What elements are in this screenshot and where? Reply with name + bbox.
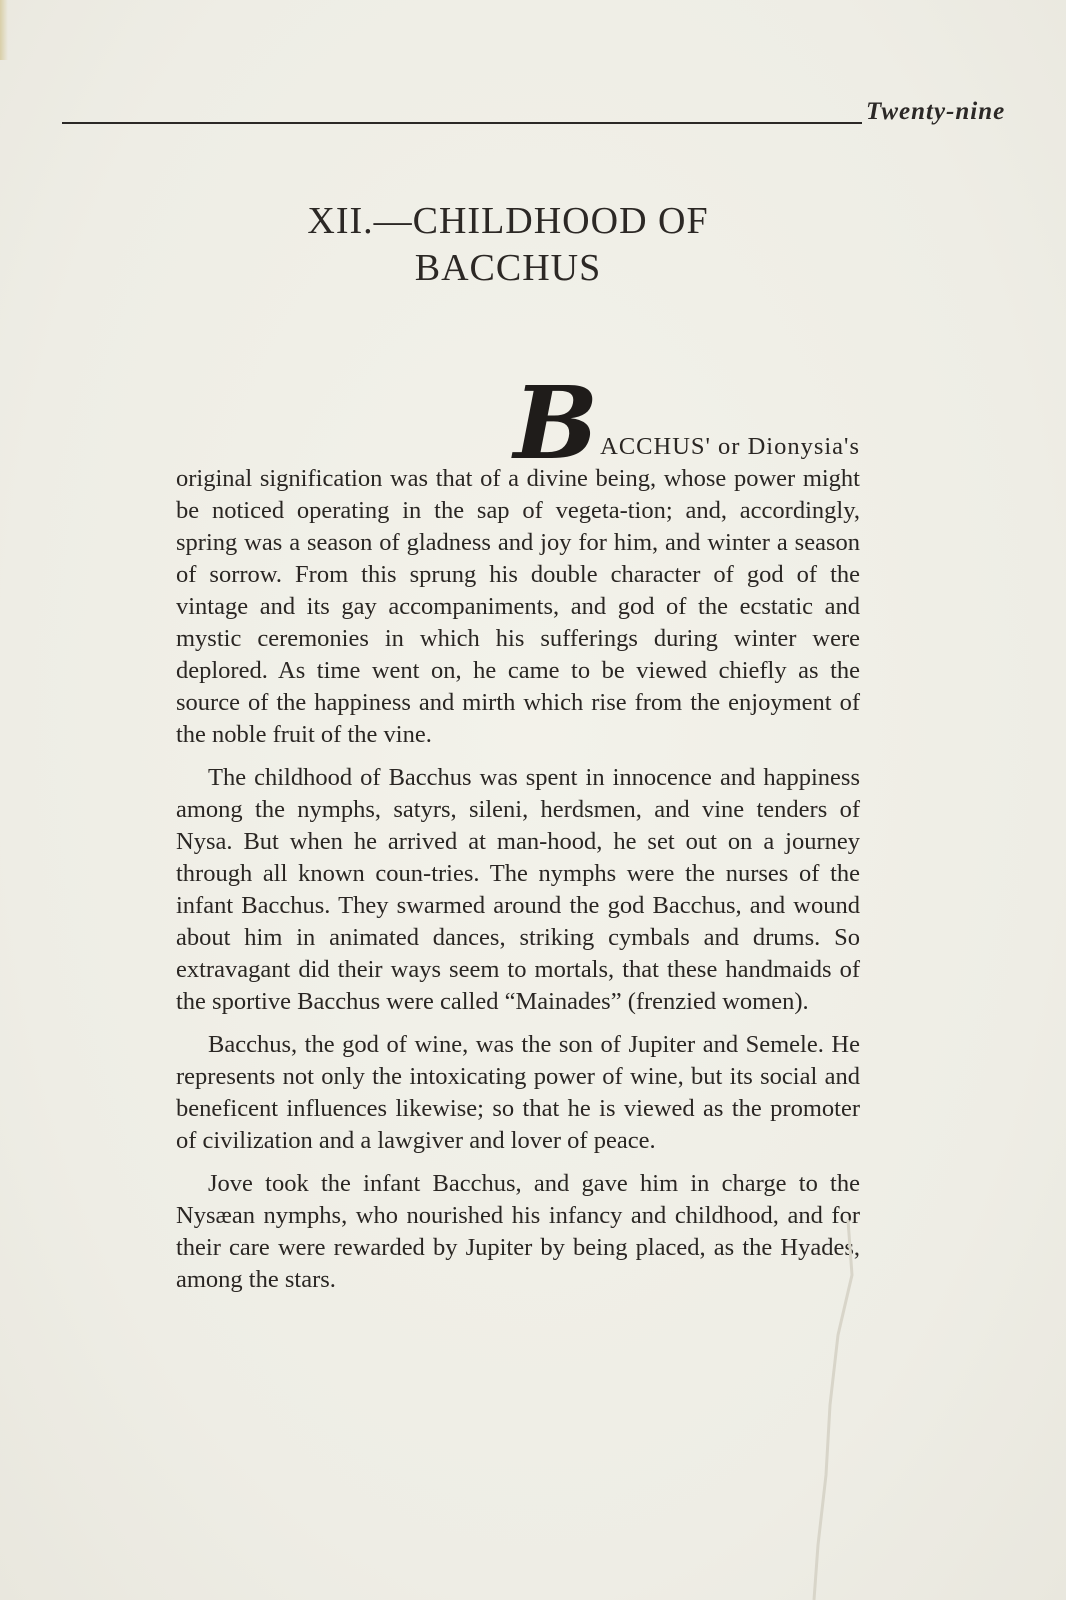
- paragraph-1-text: original signification was that of a divine being, whose power might be noticed operating in the sap of vegeta-tion; and, accordingly, spring was a season of gladness and joy for him, and winter a season of sorrow. From this sprung his double character of god of the vintage and its gay accompaniments, and god of the ecstatic and mystic ceremonies in which his sufferings during winter were deplored. As time went on, he came to be viewed chiefly as the source of the happiness and mirth which rise from the enjoyment of the noble fruit of the vine.: [176, 465, 860, 748]
- dropcap-line: [176, 364, 860, 482]
- chapter-body: [176, 364, 860, 1307]
- opening-words: ACCHUS' or Dionysia's: [600, 433, 860, 460]
- paper-tear: [808, 1215, 868, 1600]
- page-edge-stain: [0, 0, 8, 60]
- paragraph-3: Bacchus, the god of wine, was the son of Jupiter and Semele. He represents not only the intoxicating power of wine, but its social and beneficent influences likewise; so that he is viewed as the promoter of civilization and a lawgiver and lover of peace.: [176, 1031, 860, 1154]
- page-folio: Twenty-nine: [866, 98, 1006, 125]
- header-rule: [62, 122, 862, 124]
- chapter-title-line-1: XII.—CHILDHOOD OF: [307, 200, 709, 242]
- chapter-title-line-2: BACCHUS: [414, 247, 602, 289]
- drop-cap: B: [513, 364, 599, 482]
- paragraph-2: The childhood of Bacchus was spent in innocence and happiness among the nymphs, satyrs, sileni, herdsmen, and vine tenders of Nysa. But when he arrived at man-hood, he set out on a journey through all known coun-tries. The nymphs were the nurses of the infant Bacchus. They swarmed around the god Bacchus, and wound about him in animated dances, striking cymbals and drums. So extravagant did their ways seem to mortals, that these handmaids of the sportive Bacchus were called “Mainades” (frenzied women).: [176, 764, 860, 1015]
- chapter-title: [170, 198, 846, 292]
- paragraph-4: Jove took the infant Bacchus, and gave him in charge to the Nysæan nymphs, who nourished his infancy and childhood, and for their care were rewarded by Jupiter by being placed, as the Hyades, among the stars.: [176, 1170, 860, 1293]
- paragraph-1: [176, 364, 860, 751]
